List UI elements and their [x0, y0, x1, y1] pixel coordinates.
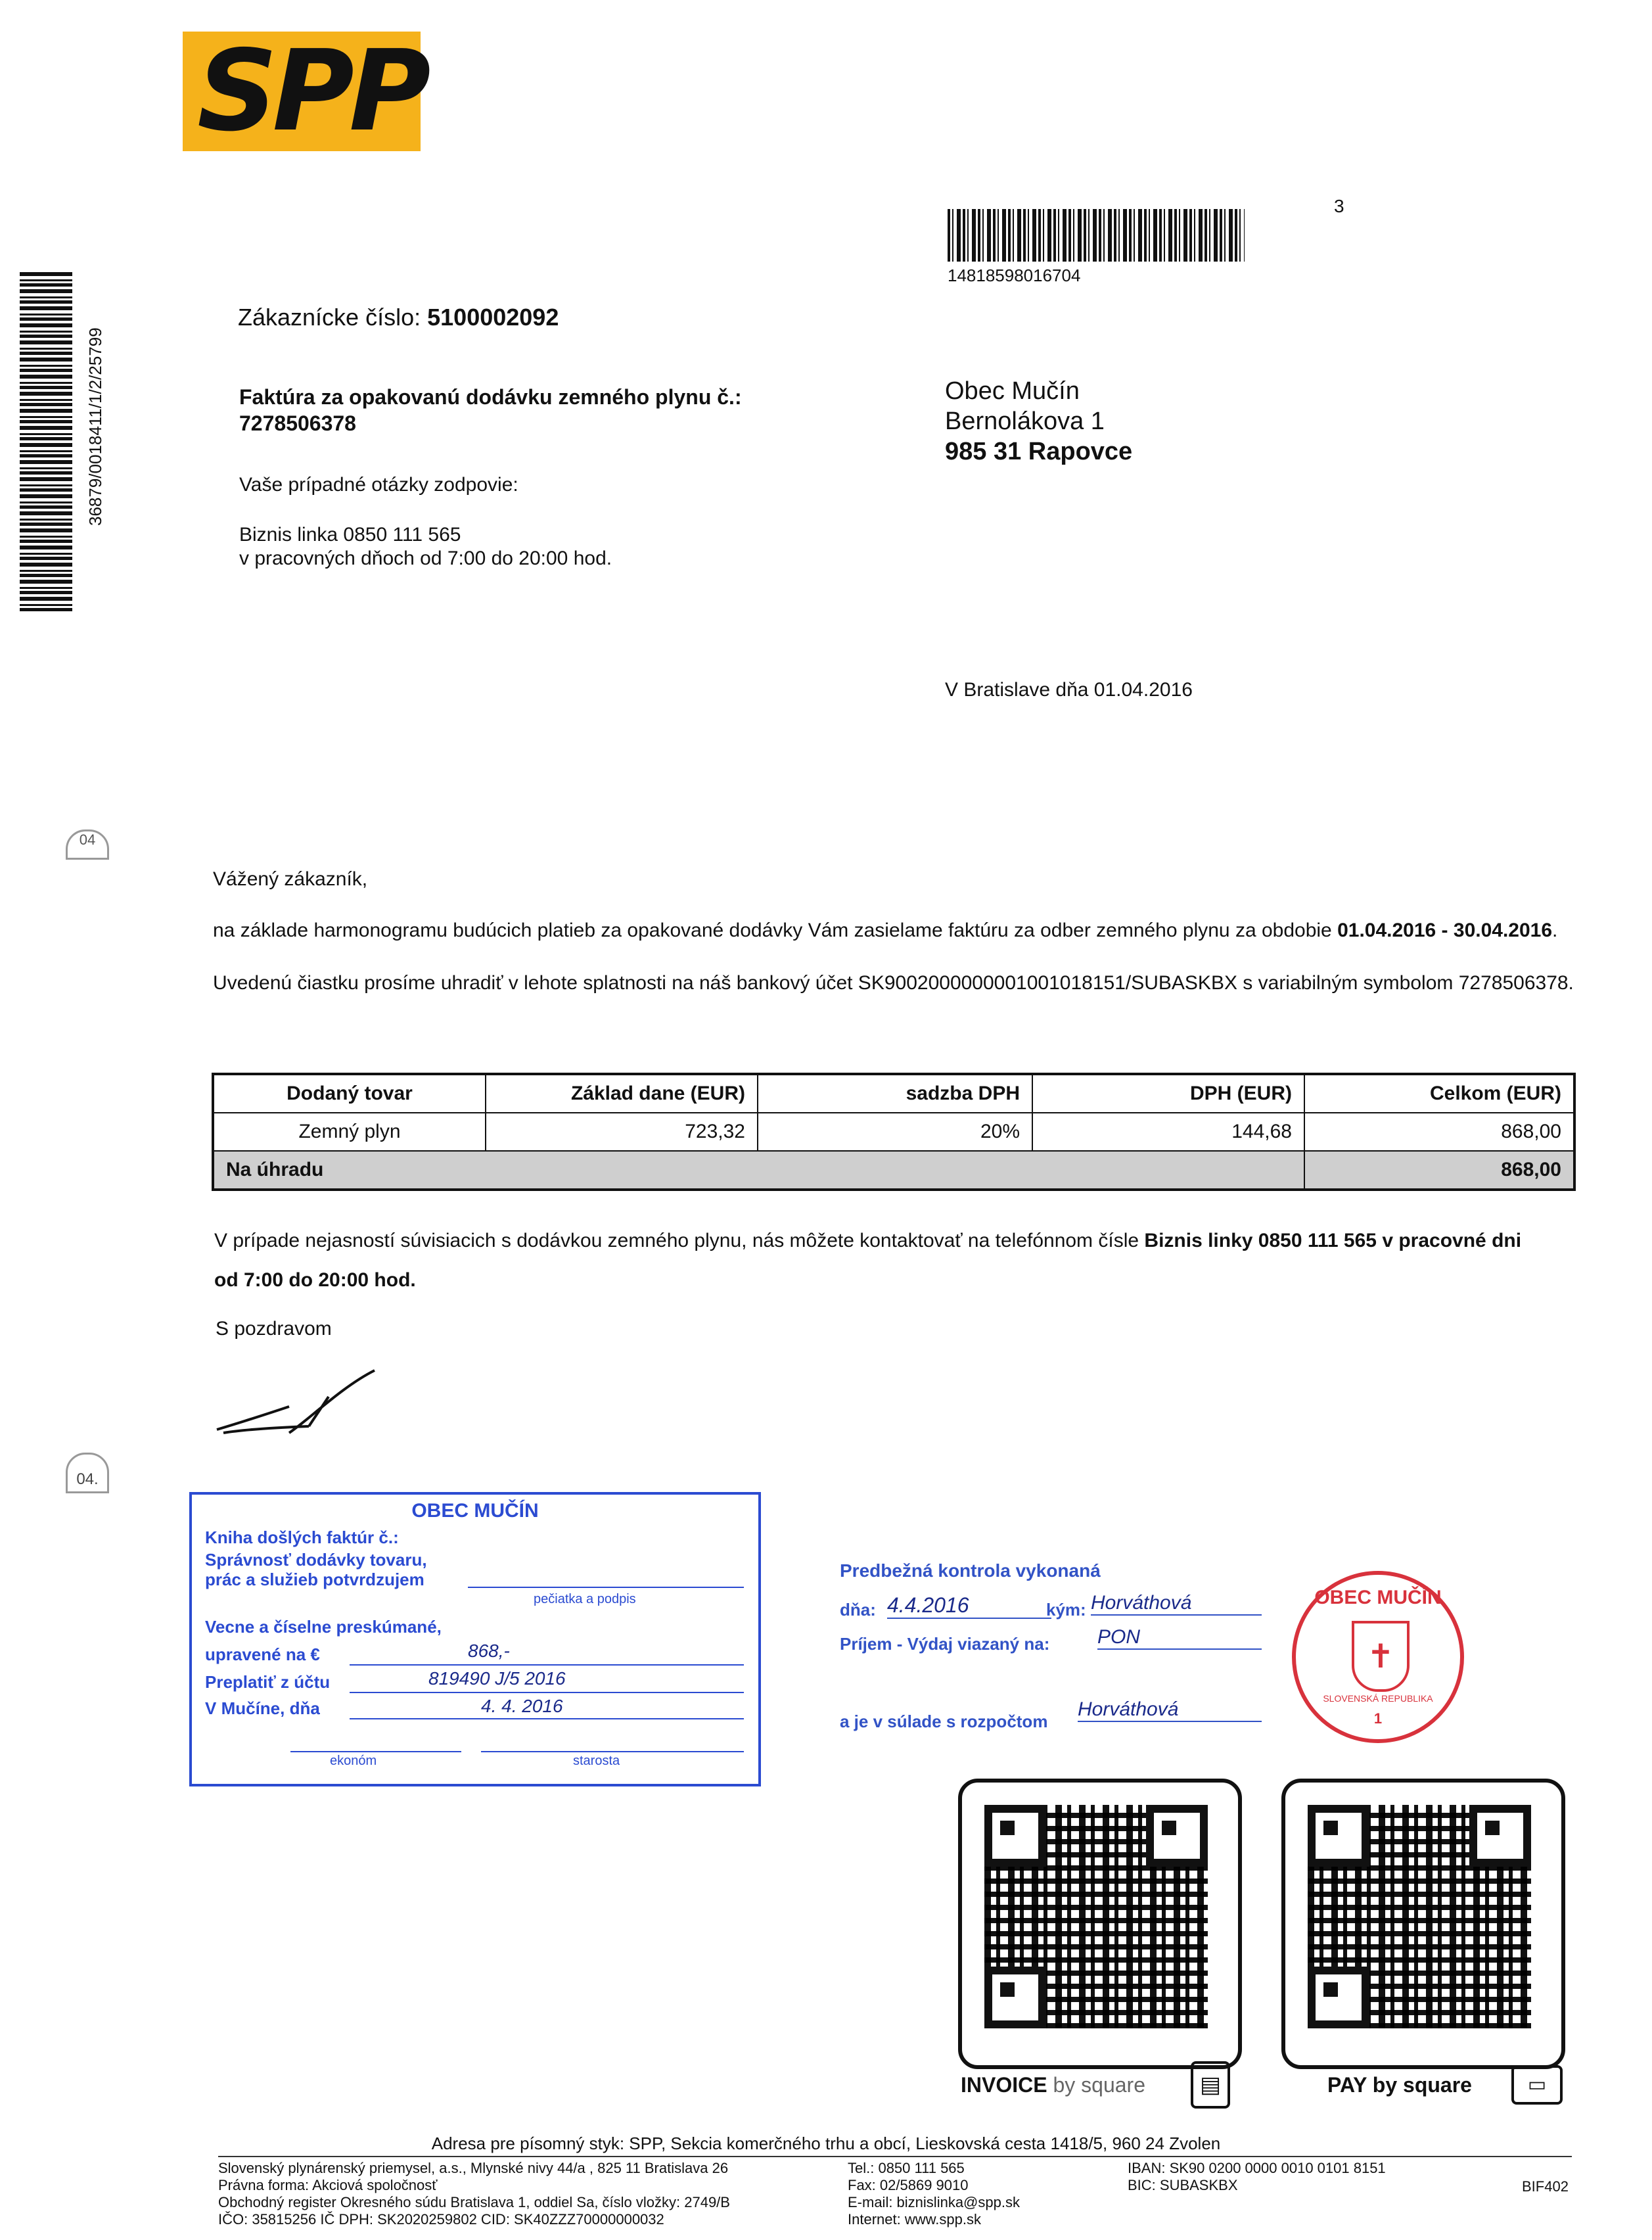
billing-period: 01.04.2016 - 30.04.2016	[1337, 920, 1553, 941]
letter-text: .	[1552, 920, 1558, 941]
table-cell: 20%	[758, 1113, 1032, 1151]
table-cell: 723,32	[486, 1113, 758, 1151]
invoice-stamp	[189, 1492, 761, 1786]
stamp-line: prác a služieb potvrdzujem	[205, 1570, 424, 1589]
page-number: 3	[1334, 196, 1344, 216]
customer-number-row	[238, 304, 559, 331]
side-barcode	[20, 269, 72, 611]
items-table	[212, 1073, 1576, 1191]
footer-line: Obchodný register Okresného súdu Bratislava 1, oddiel Sa, číslo vložky: 2749/B	[218, 2194, 730, 2210]
letter-paragraph-1	[213, 919, 1586, 943]
stamp-sign-label: starosta	[573, 1754, 620, 1768]
col-header: Základ dane (EUR)	[486, 1074, 758, 1113]
stamp-title: OBEC MUČÍN	[411, 1500, 539, 1522]
barcode	[948, 209, 1245, 262]
pay-qr-code	[1281, 1779, 1565, 2069]
stamp-note: pečiatka a podpis	[534, 1592, 636, 1606]
footer-line: IBAN: SK90 0200 0000 0010 0101 8151	[1128, 2160, 1386, 2176]
stamp-sign-label: ekonóm	[330, 1754, 377, 1768]
col-header: Celkom (EUR)	[1304, 1074, 1574, 1113]
footer-line: E-mail: biznislinka@spp.sk	[848, 2194, 1020, 2210]
control-date-label: dňa:	[840, 1600, 876, 1620]
footer-line: Internet: www.spp.sk	[848, 2211, 981, 2228]
recipient-address	[945, 376, 1132, 467]
invoice-qr-label	[961, 2073, 1145, 2097]
control-compliance-value: Horváthová	[1078, 1698, 1262, 1722]
stamp-line: upravené na €	[205, 1645, 320, 1664]
invoice-suffix: by square	[1053, 2073, 1145, 2097]
recipient-name: Obec Mučín	[945, 377, 1080, 405]
hotline	[239, 523, 612, 571]
footer-line: Slovenský plynárenský priemysel, a.s., Mlynské nivy 44/a , 825 11 Bratislava 26	[218, 2160, 729, 2176]
handwritten-amount: 868,-	[468, 1641, 510, 1661]
footer-line: Právna forma: Akciová spoločnosť	[218, 2177, 438, 2193]
document-icon: ▤	[1191, 2061, 1230, 2109]
control-compliance-label: a je v súlade s rozpočtom	[840, 1712, 1048, 1731]
customer-number: 5100002092	[427, 304, 559, 331]
control-by-value: Horváthová	[1091, 1592, 1262, 1616]
recipient-city: 985 31 Rapovce	[945, 438, 1133, 465]
invoice-title-line1: Faktúra za opakovanú dodávku zemného plynu č.:	[239, 385, 742, 409]
logo-text: SPP	[197, 26, 426, 156]
table-cell: Zemný plyn	[213, 1113, 486, 1151]
invoice-label: INVOICE	[961, 2073, 1047, 2097]
stamp-line: Správnosť dodávky tovaru,	[205, 1550, 427, 1570]
margin-mark: 04	[66, 829, 109, 860]
hotline-line1: Biznis linka 0850 111 565	[239, 524, 461, 546]
side-code: 36879/0018411/1/2/25799	[85, 327, 105, 526]
contact-hotline: Biznis linky 0850 111 565 v pracovné dni od 7:00 do 20:00 hod.	[214, 1230, 1522, 1291]
footer-company	[218, 2160, 730, 2228]
invoice-title	[239, 384, 857, 436]
table-sum-row	[213, 1151, 1574, 1190]
col-header: Dodaný tovar	[213, 1074, 486, 1113]
table-cell: 868,00	[1304, 1113, 1574, 1151]
control-budget-value: PON	[1097, 1626, 1262, 1650]
footer-line: BIC: SUBASKBX	[1128, 2177, 1238, 2193]
col-header: sadzba DPH	[758, 1074, 1032, 1113]
table-row	[213, 1113, 1574, 1151]
seal-number: 1	[1373, 1710, 1383, 1727]
footer-address: Adresa pre písomný styk: SPP, Sekcia komerčného trhu a obcí, Lieskovská cesta 1418/5, 960 24 Zvolen	[431, 2134, 1221, 2153]
control-date-value: 4.4.2016	[887, 1593, 1051, 1619]
sum-label: Na úhradu	[213, 1151, 1304, 1190]
control-by-label: kým:	[1046, 1600, 1086, 1620]
stamp-line: Vecne a číselne preskúmané,	[205, 1617, 442, 1637]
handwritten-date: 4. 4. 2016	[481, 1696, 563, 1716]
seal-text: OBEC MUČÍN	[1314, 1587, 1442, 1608]
card-icon: ▭	[1511, 2065, 1563, 2105]
footer-bank	[1128, 2160, 1386, 2194]
table-header-row	[213, 1074, 1574, 1113]
date-line: V Bratislave dňa 01.04.2016	[945, 679, 1193, 701]
letter-paragraph-2: Uvedenú čiastku prosíme uhradiť v lehote splatnosti na náš bankový účet SK9002000000001001018151/SUBASKBX s variabilným symbolom 7278506378.	[213, 972, 1574, 994]
letter-paragraph-3	[214, 1221, 1528, 1300]
pay-qr-label: PAY by square	[1327, 2073, 1472, 2097]
letter-text: na základe harmonogramu budúcich platieb za opakované dodávky Vám zasielame faktúru za odber zemného plynu za obdobie	[213, 920, 1338, 941]
stamp-line: Preplatiť z účtu	[205, 1672, 331, 1692]
coat-of-arms-icon: ✝	[1352, 1621, 1410, 1692]
footer-divider	[218, 2156, 1572, 2157]
footer-line: IČO: 35815256 IČ DPH: SK2020259802 CID: SK40ZZZ70000000032	[218, 2211, 664, 2228]
control-title: Predbežná kontrola vykonaná	[840, 1560, 1101, 1581]
customer-number-label: Zákaznícke číslo:	[238, 304, 421, 331]
stamp-line: Kniha došlých faktúr č.:	[205, 1528, 399, 1547]
recipient-street: Bernolákova 1	[945, 408, 1105, 435]
closing: S pozdravom	[216, 1318, 332, 1340]
footer-line: Tel.: 0850 111 565	[848, 2160, 965, 2176]
table-cell: 144,68	[1032, 1113, 1304, 1151]
invoice-number: 7278506378	[239, 411, 356, 435]
handwritten-account: 819490 J/5 2016	[428, 1668, 566, 1689]
municipal-seal	[1292, 1571, 1464, 1743]
invoice-qr-code	[958, 1779, 1242, 2069]
sum-value: 868,00	[1304, 1151, 1574, 1190]
seal-republic: SLOVENSKÁ REPUBLIKA	[1323, 1693, 1433, 1704]
control-budget-label: Príjem - Výdaj viazaný na:	[840, 1634, 1050, 1654]
col-header: DPH (EUR)	[1032, 1074, 1304, 1113]
signature-image	[210, 1367, 381, 1439]
barcode-number: 14818598016704	[948, 266, 1081, 285]
questions-text: Vaše prípadné otázky zodpovie:	[239, 474, 518, 496]
margin-mark: 04.	[66, 1453, 109, 1493]
greeting: Vážený zákazník,	[213, 868, 368, 890]
hotline-line2: v pracovných dňoch od 7:00 do 20:00 hod.	[239, 548, 612, 569]
stamp-line: V Mučíne, dňa	[205, 1698, 320, 1718]
footer-line: Fax: 02/5869 9010	[848, 2177, 969, 2193]
letter-text: V prípade nejasností súvisiacich s dodávkou zemného plynu, nás môžete kontaktovať na telefónnom čísle	[214, 1230, 1145, 1251]
footer-code: BIF402	[1522, 2178, 1569, 2195]
footer-contact	[848, 2160, 1020, 2228]
spp-logo	[183, 26, 426, 156]
